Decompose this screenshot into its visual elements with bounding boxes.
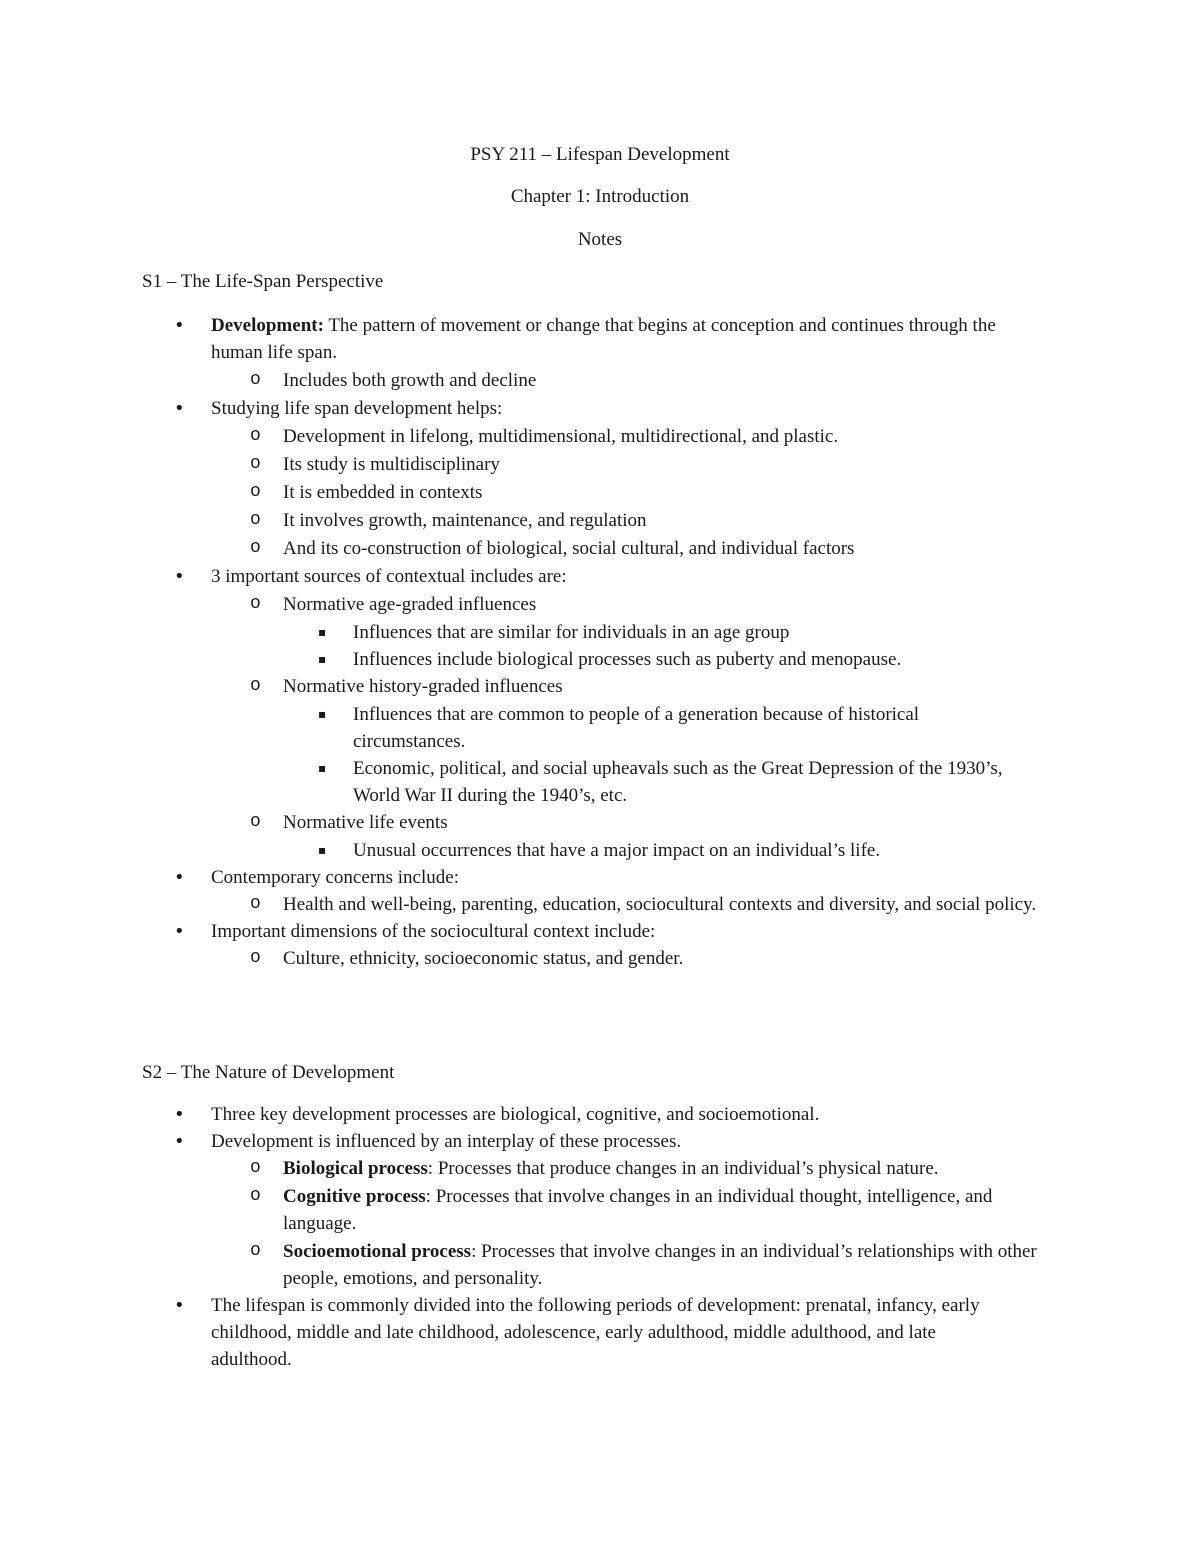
bullet-icon: • [174, 566, 185, 587]
section-s2-list [0, 1101, 1200, 1373]
list-item [0, 312, 1011, 366]
list-item [0, 563, 1011, 590]
list-item [0, 1155, 1053, 1182]
list-item [0, 701, 1033, 755]
definition-biological-process: : Processes that produce changes in an individual’s physical nature. [427, 1158, 939, 1179]
list-item-text: Its study is multidisciplinary [283, 454, 500, 475]
circle-bullet-icon: o [250, 426, 261, 446]
list-item [0, 864, 1011, 891]
list-item [0, 891, 1053, 918]
list-item-text: Unusual occurrences that have a major impact on an individual’s life. [353, 840, 881, 861]
square-bullet-icon: ▪ [318, 625, 327, 639]
circle-bullet-icon: o [250, 482, 261, 502]
list-item [0, 367, 1053, 394]
definition-cognitive-process: : Processes that involve changes in an individual thought, intelligence, and language. [283, 1186, 993, 1234]
section-s1-list [0, 312, 1200, 972]
list-item [0, 1128, 1011, 1155]
list-item [0, 479, 1053, 506]
list-item [0, 1238, 1053, 1292]
bullet-icon: • [174, 1104, 185, 1125]
chapter-title: Chapter 1: Introduction [510, 186, 690, 207]
list-item-text: Normative age-graded influences [283, 594, 537, 615]
list-item-text: Health and well-being, parenting, education, sociocultural contexts and diversity, and social policy. [283, 894, 1037, 915]
circle-bullet-icon: o [250, 1241, 261, 1261]
circle-bullet-icon: o [250, 1186, 261, 1206]
list-item-text: Development is influenced by an interplay of these processes. [211, 1131, 682, 1152]
circle-bullet-icon: o [250, 538, 261, 558]
list-item-text: Studying life span development helps: [211, 398, 503, 419]
list-item [0, 1183, 1053, 1237]
list-item-text: Influences that are similar for individuals in an age group [353, 622, 790, 643]
list-item-text: Culture, ethnicity, socioeconomic status, and gender. [283, 948, 684, 969]
notes-label: Notes [577, 229, 623, 250]
bullet-icon: • [174, 1295, 185, 1316]
definition-development: The pattern of movement or change that begins at conception and continues through the human life span. [211, 315, 996, 363]
list-item-text: It involves growth, maintenance, and regulation [283, 510, 647, 531]
circle-bullet-icon: o [250, 454, 261, 474]
course-title: PSY 211 – Lifespan Development [470, 144, 730, 165]
list-item-text: Three key development processes are biological, cognitive, and socioemotional. [211, 1104, 820, 1125]
list-item [0, 809, 1053, 836]
term-cognitive-process: Cognitive process [283, 1186, 426, 1207]
square-bullet-icon: ▪ [318, 652, 327, 666]
circle-bullet-icon: o [250, 1158, 261, 1178]
square-bullet-icon: ▪ [318, 761, 327, 775]
list-item [0, 619, 1033, 646]
list-item-text: Normative life events [283, 812, 448, 833]
list-item [0, 395, 1011, 422]
list-item [0, 423, 1053, 450]
circle-bullet-icon: o [250, 812, 261, 832]
list-item-text: It is embedded in contexts [283, 482, 483, 503]
term-socioemotional-process: Socioemotional process [283, 1241, 472, 1262]
list-item-text: Important dimensions of the sociocultural context include: [211, 921, 656, 942]
term-biological-process: Biological process [283, 1158, 428, 1179]
bullet-icon: • [174, 398, 185, 419]
circle-bullet-icon: o [250, 510, 261, 530]
list-item [0, 535, 1053, 562]
list-item-text: Includes both growth and decline [283, 370, 537, 391]
list-item [0, 918, 1011, 945]
section-s2-title: S2 – The Nature of Development [142, 1062, 395, 1083]
list-item-text: Influences that are common to people of a generation because of historical circumstances. [353, 704, 920, 752]
bullet-icon: • [174, 315, 185, 336]
circle-bullet-icon: o [250, 594, 261, 614]
list-item [0, 945, 1053, 972]
list-item-text: Influences include biological processes such as puberty and menopause. [353, 649, 902, 670]
bullet-icon: • [174, 867, 185, 888]
section-s1-title: S1 – The Life-Span Perspective [142, 271, 384, 292]
circle-bullet-icon: o [250, 948, 261, 968]
term-development: Development: [211, 315, 324, 336]
list-item-text: The lifespan is commonly divided into the following periods of development: prenatal, infancy, early childhood, middle and late childhood, adolescence, early adulthood, middle adulthood, and late adulthood. [211, 1295, 980, 1370]
definition-socioemotional-process: : Processes that involve changes in an individual’s relationships with other people, emotions, and personality. [283, 1241, 1037, 1289]
list-item [0, 837, 1033, 864]
list-item-text: Development in lifelong, multidimensional, multidirectional, and plastic. [283, 426, 839, 447]
list-item [0, 755, 1033, 809]
list-item [0, 591, 1053, 618]
list-item-text: Normative history-graded influences [283, 676, 563, 697]
square-bullet-icon: ▪ [318, 707, 327, 721]
list-item [0, 1101, 1011, 1128]
list-item-text: 3 important sources of contextual includes are: [211, 566, 567, 587]
circle-bullet-icon: o [250, 370, 261, 390]
list-item-text: Economic, political, and social upheavals such as the Great Depression of the 1930’s, World War II during the 1940’s, etc. [353, 758, 1003, 806]
circle-bullet-icon: o [250, 676, 261, 696]
list-item [0, 1292, 1011, 1373]
list-item-text: Contemporary concerns include: [211, 867, 459, 888]
bullet-icon: • [174, 921, 185, 942]
list-item-text: And its co-construction of biological, social cultural, and individual factors [283, 538, 855, 559]
list-item [0, 673, 1053, 700]
circle-bullet-icon: o [250, 894, 261, 914]
list-item [0, 451, 1053, 478]
list-item [0, 507, 1053, 534]
bullet-icon: • [174, 1131, 185, 1152]
list-item [0, 646, 1033, 673]
square-bullet-icon: ▪ [318, 843, 327, 857]
